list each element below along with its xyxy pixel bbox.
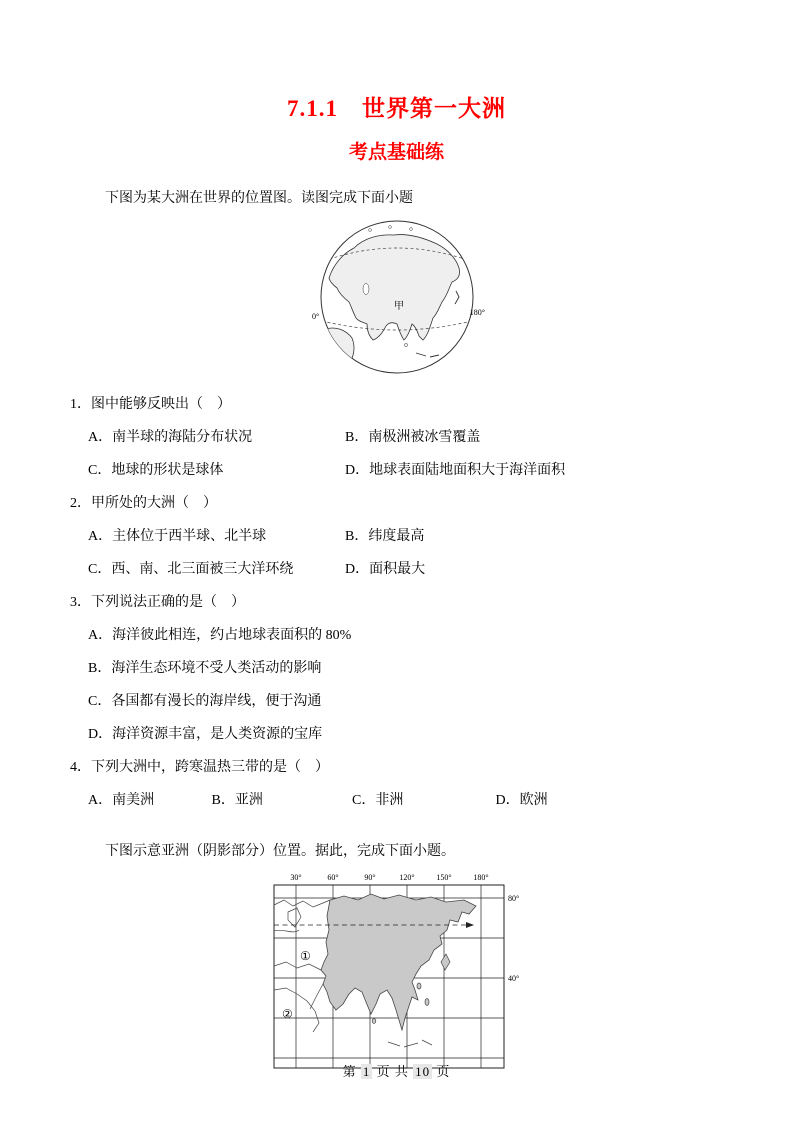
option-a: A．南美洲: [88, 793, 155, 808]
asia-map-illustration: [266, 870, 528, 1078]
option-c: C．地球的形状是球体: [88, 463, 224, 478]
footer-text: 页: [436, 1064, 451, 1079]
option-a: A．南半球的海陆分布状况: [88, 430, 253, 445]
svg-text:80°: 80°: [507, 894, 519, 903]
option-d: D．地球表面陆地面积大于海洋面积: [345, 463, 566, 478]
asia-map-figure: [0, 870, 793, 1083]
question-1: [70, 388, 723, 487]
option-b: B．纬度最高: [345, 529, 425, 544]
question-3: [70, 586, 723, 751]
question-1-options: [88, 421, 723, 487]
question-3-stem: 3．下列说法正确的是（ ）: [70, 595, 245, 610]
svg-text:120°: 120°: [398, 873, 415, 882]
footer-text: 第: [342, 1064, 357, 1079]
svg-text:60°: 60°: [326, 873, 339, 882]
option-a: A．主体位于西半球、北半球: [88, 529, 267, 544]
caspian-sea: [363, 284, 369, 295]
sri-lanka-island: [404, 343, 407, 346]
question-3-options: [88, 619, 723, 751]
footer-text: 页: [376, 1064, 391, 1079]
option-c: C．非洲: [352, 793, 404, 808]
meridian-0-label: 0°: [311, 312, 319, 321]
question-2-options: [88, 520, 723, 586]
longitude-labels: [290, 873, 488, 882]
question-4: [70, 751, 723, 817]
svg-text:30°: 30°: [289, 873, 302, 882]
marker-1-label: ①: [299, 949, 311, 963]
option-d: D．海洋资源丰富，是人类资源的宝库: [88, 727, 323, 742]
page-footer: [0, 1061, 793, 1080]
option-d: D．欧洲: [495, 793, 548, 808]
option-d: D．面积最大: [345, 562, 426, 577]
svg-text:180°: 180°: [472, 873, 489, 882]
question-list: [70, 388, 723, 817]
option-b: B．海洋生态环境不受人类活动的影响: [88, 661, 322, 676]
option-b: B．南极洲被冰雪覆盖: [345, 430, 481, 445]
page-subtitle: 考点基础练: [348, 142, 444, 163]
question-4-stem: 4．下列大洲中，跨寒温热三带的是（ ）: [70, 760, 329, 775]
question-4-options: [88, 784, 723, 817]
intro-text-1: 下图为某大洲在世界的位置图。读图完成下面小题: [105, 191, 413, 206]
current-page-number: 1: [362, 1064, 371, 1079]
question-1-stem: 1．图中能够反映出（ ）: [70, 397, 231, 412]
question-2: [70, 487, 723, 586]
total-page-number: 10: [415, 1064, 431, 1079]
footer-text: 共: [394, 1064, 409, 1079]
svg-text:90°: 90°: [363, 873, 376, 882]
option-c: C．西、南、北三面被三大洋环绕: [88, 562, 294, 577]
option-c: C．各国都有漫长的海岸线，便于沟通: [88, 694, 322, 709]
marker-2-label: ②: [281, 1007, 293, 1021]
globe-figure: [0, 217, 793, 384]
globe-illustration: [308, 217, 486, 379]
intro-text-2: 下图示意亚洲（阴影部分）位置。据此，完成下面小题。: [105, 844, 455, 859]
option-b: B．亚洲: [211, 793, 263, 808]
meridian-180-label: 180°: [469, 308, 485, 317]
jia-label: 甲: [393, 301, 404, 312]
option-a: A．海洋彼此相连，约占地球表面积的 80%: [88, 628, 352, 643]
latitude-labels: [508, 894, 519, 983]
svg-text:40°: 40°: [507, 974, 519, 983]
svg-text:150°: 150°: [435, 873, 452, 882]
page-title: 7.1.1 世界第一大洲: [287, 96, 506, 121]
question-2-stem: 2．甲所处的大洲（ ）: [70, 496, 217, 511]
